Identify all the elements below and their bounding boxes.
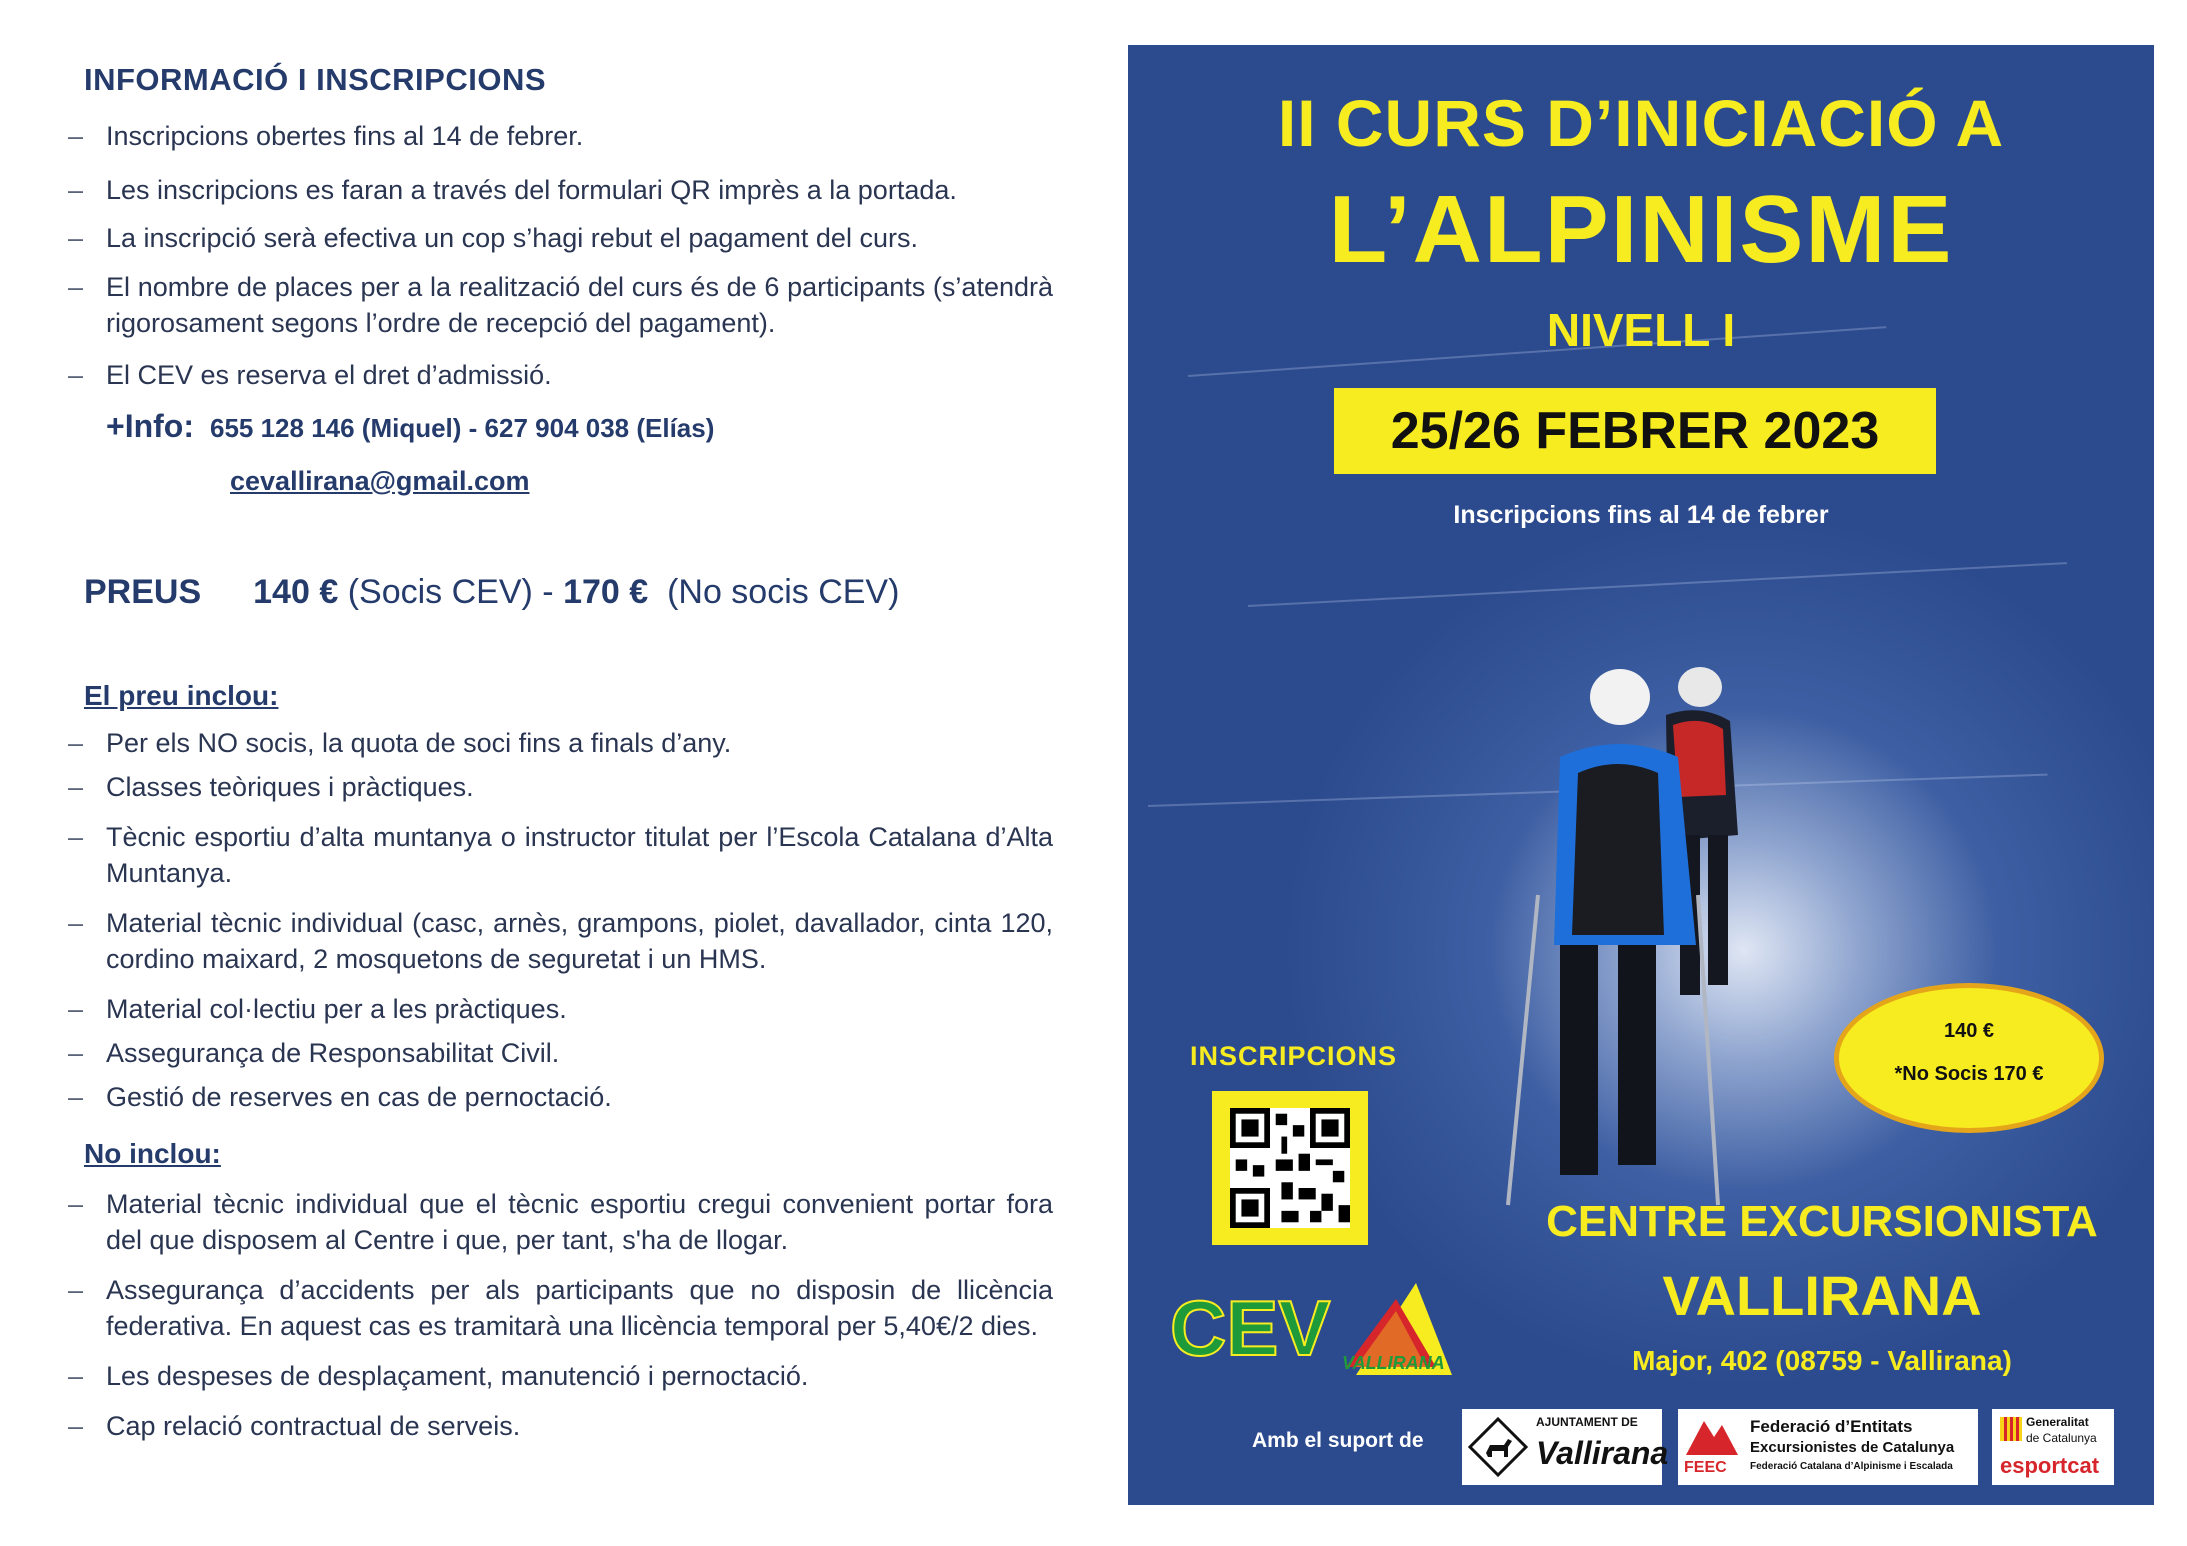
excludes-heading: No inclou: bbox=[84, 1138, 221, 1169]
list-item: – Per els NO socis, la quota de soci fins a finals d’any. bbox=[68, 728, 732, 758]
svg-text:VALLIRANA: VALLIRANA bbox=[1342, 1353, 1445, 1373]
contact-email-link[interactable]: cevallirana@gmail.com bbox=[230, 466, 530, 496]
mountain-icon bbox=[1684, 1413, 1740, 1457]
list-item: – Material col·lectiu per a les pràctiques. bbox=[68, 994, 567, 1024]
sponsor-generalitat-logo: Generalitat de Catalunya esportcat bbox=[1992, 1409, 2114, 1485]
poster-title-line2: L’ALPINISME bbox=[1328, 176, 1954, 283]
poster-title-line1: II CURS D’INICIACIÓ A bbox=[1277, 86, 2005, 160]
qr-label: INSCRIPCIONS bbox=[1190, 1041, 1398, 1071]
info-label: +Info: bbox=[106, 408, 194, 444]
list-item: – Inscripcions obertes fins al 14 de febrer. bbox=[68, 121, 584, 151]
includes-list bbox=[68, 725, 1053, 1115]
price-non-members: *No Socis 170 € bbox=[1894, 1063, 2044, 1085]
qr-code-frame[interactable] bbox=[1212, 1091, 1368, 1245]
list-item: – Assegurança d’accidents per als participants que no disposin de llicència federativa. En aquest cas es tramitarà una llicència temporal per 5,40€/2 dies. bbox=[68, 1275, 1053, 1341]
list-item: – Les inscripcions es faran a través del formulari QR imprès a la portada. bbox=[68, 175, 957, 205]
club-name-line1: CENTRE EXCURSIONISTA bbox=[1546, 1197, 2098, 1246]
info-column bbox=[0, 0, 1090, 1546]
svg-text:CEV: CEV bbox=[1170, 1284, 1331, 1372]
price-members: 140 € bbox=[1943, 1020, 1995, 1042]
sponsor-feec-logo: FEEC Federació d’Entitats Excursionistes de Catalunya Federació Catalana d’Alpinisme i Escalada bbox=[1678, 1409, 1978, 1485]
list-item: – Assegurança de Responsabilitat Civil. bbox=[68, 1038, 560, 1068]
info-list bbox=[68, 118, 1053, 393]
qr-code[interactable] bbox=[1230, 1108, 1350, 1228]
catalan-flag-icon bbox=[2000, 1417, 2022, 1441]
prices-line: PREUS 140 € (Socis CEV) - 170 € (No socis CEV) bbox=[84, 573, 900, 611]
course-level: NIVELL I bbox=[1546, 304, 1736, 356]
course-dates-box bbox=[1334, 388, 1936, 474]
registration-deadline: Inscripcions fins al 14 de febrer bbox=[1453, 501, 1829, 529]
info-heading: INFORMACIÓ I INSCRIPCIONS bbox=[84, 62, 547, 97]
excludes-list bbox=[68, 1186, 1053, 1444]
sponsor-ajuntament-logo: AJUNTAMENT DE Vallirana bbox=[1462, 1409, 1662, 1485]
club-address: Major, 402 (08759 - Vallirana) bbox=[1632, 1345, 2012, 1376]
list-item: – El CEV es reserva el dret d’admissió. bbox=[68, 360, 552, 390]
deer-icon bbox=[1468, 1417, 1528, 1477]
climbers-illustration bbox=[1468, 645, 1828, 1235]
list-item: – Les despeses de desplaçament, manutenció i pernoctació. bbox=[68, 1361, 809, 1391]
snow-streak bbox=[1248, 562, 2067, 607]
price-bubble bbox=[1834, 983, 2104, 1133]
support-label: Amb el suport de bbox=[1252, 1429, 1424, 1452]
list-item: – El nombre de places per a la realització del curs és de 6 participants (s’atendrà rigorosament segons l’ordre de recepció del pagament). bbox=[68, 272, 1053, 338]
course-dates: 25/26 FEBRER 2023 bbox=[1390, 402, 1880, 460]
club-name-line2: VALLIRANA bbox=[1662, 1264, 1982, 1327]
list-item: – Classes teòriques i pràctiques. bbox=[68, 772, 474, 802]
contact-phones: 655 128 146 (Miquel) - 627 904 038 (Elías) bbox=[209, 413, 715, 443]
list-item: – Cap relació contractual de serveis. bbox=[68, 1411, 521, 1441]
list-item: – Material tècnic individual (casc, arnès, grampons, piolet, davallador, cinta 120, cordino maixard, 2 mosquetons de seguretat i un HMS. bbox=[68, 908, 1053, 974]
course-poster bbox=[1128, 45, 2154, 1505]
list-item: – La inscripció serà efectiva un cop s’hagi rebut el pagament del curs. bbox=[68, 223, 918, 253]
list-item: – Gestió de reserves en cas de pernoctació. bbox=[68, 1082, 612, 1112]
contact-info bbox=[106, 408, 714, 445]
list-item: – Material tècnic individual que el tècnic esportiu cregui convenient portar fora del que disposem al Centre i que, per tant, s'ha de llogar. bbox=[68, 1189, 1053, 1255]
list-item: – Tècnic esportiu d’alta muntanya o instructor titulat per l’Escola Catalana d’Alta Muntanya. bbox=[68, 822, 1053, 888]
includes-heading: El preu inclou: bbox=[84, 680, 279, 711]
cev-logo bbox=[1156, 1263, 1456, 1383]
qr-code-icon bbox=[1230, 1108, 1350, 1228]
